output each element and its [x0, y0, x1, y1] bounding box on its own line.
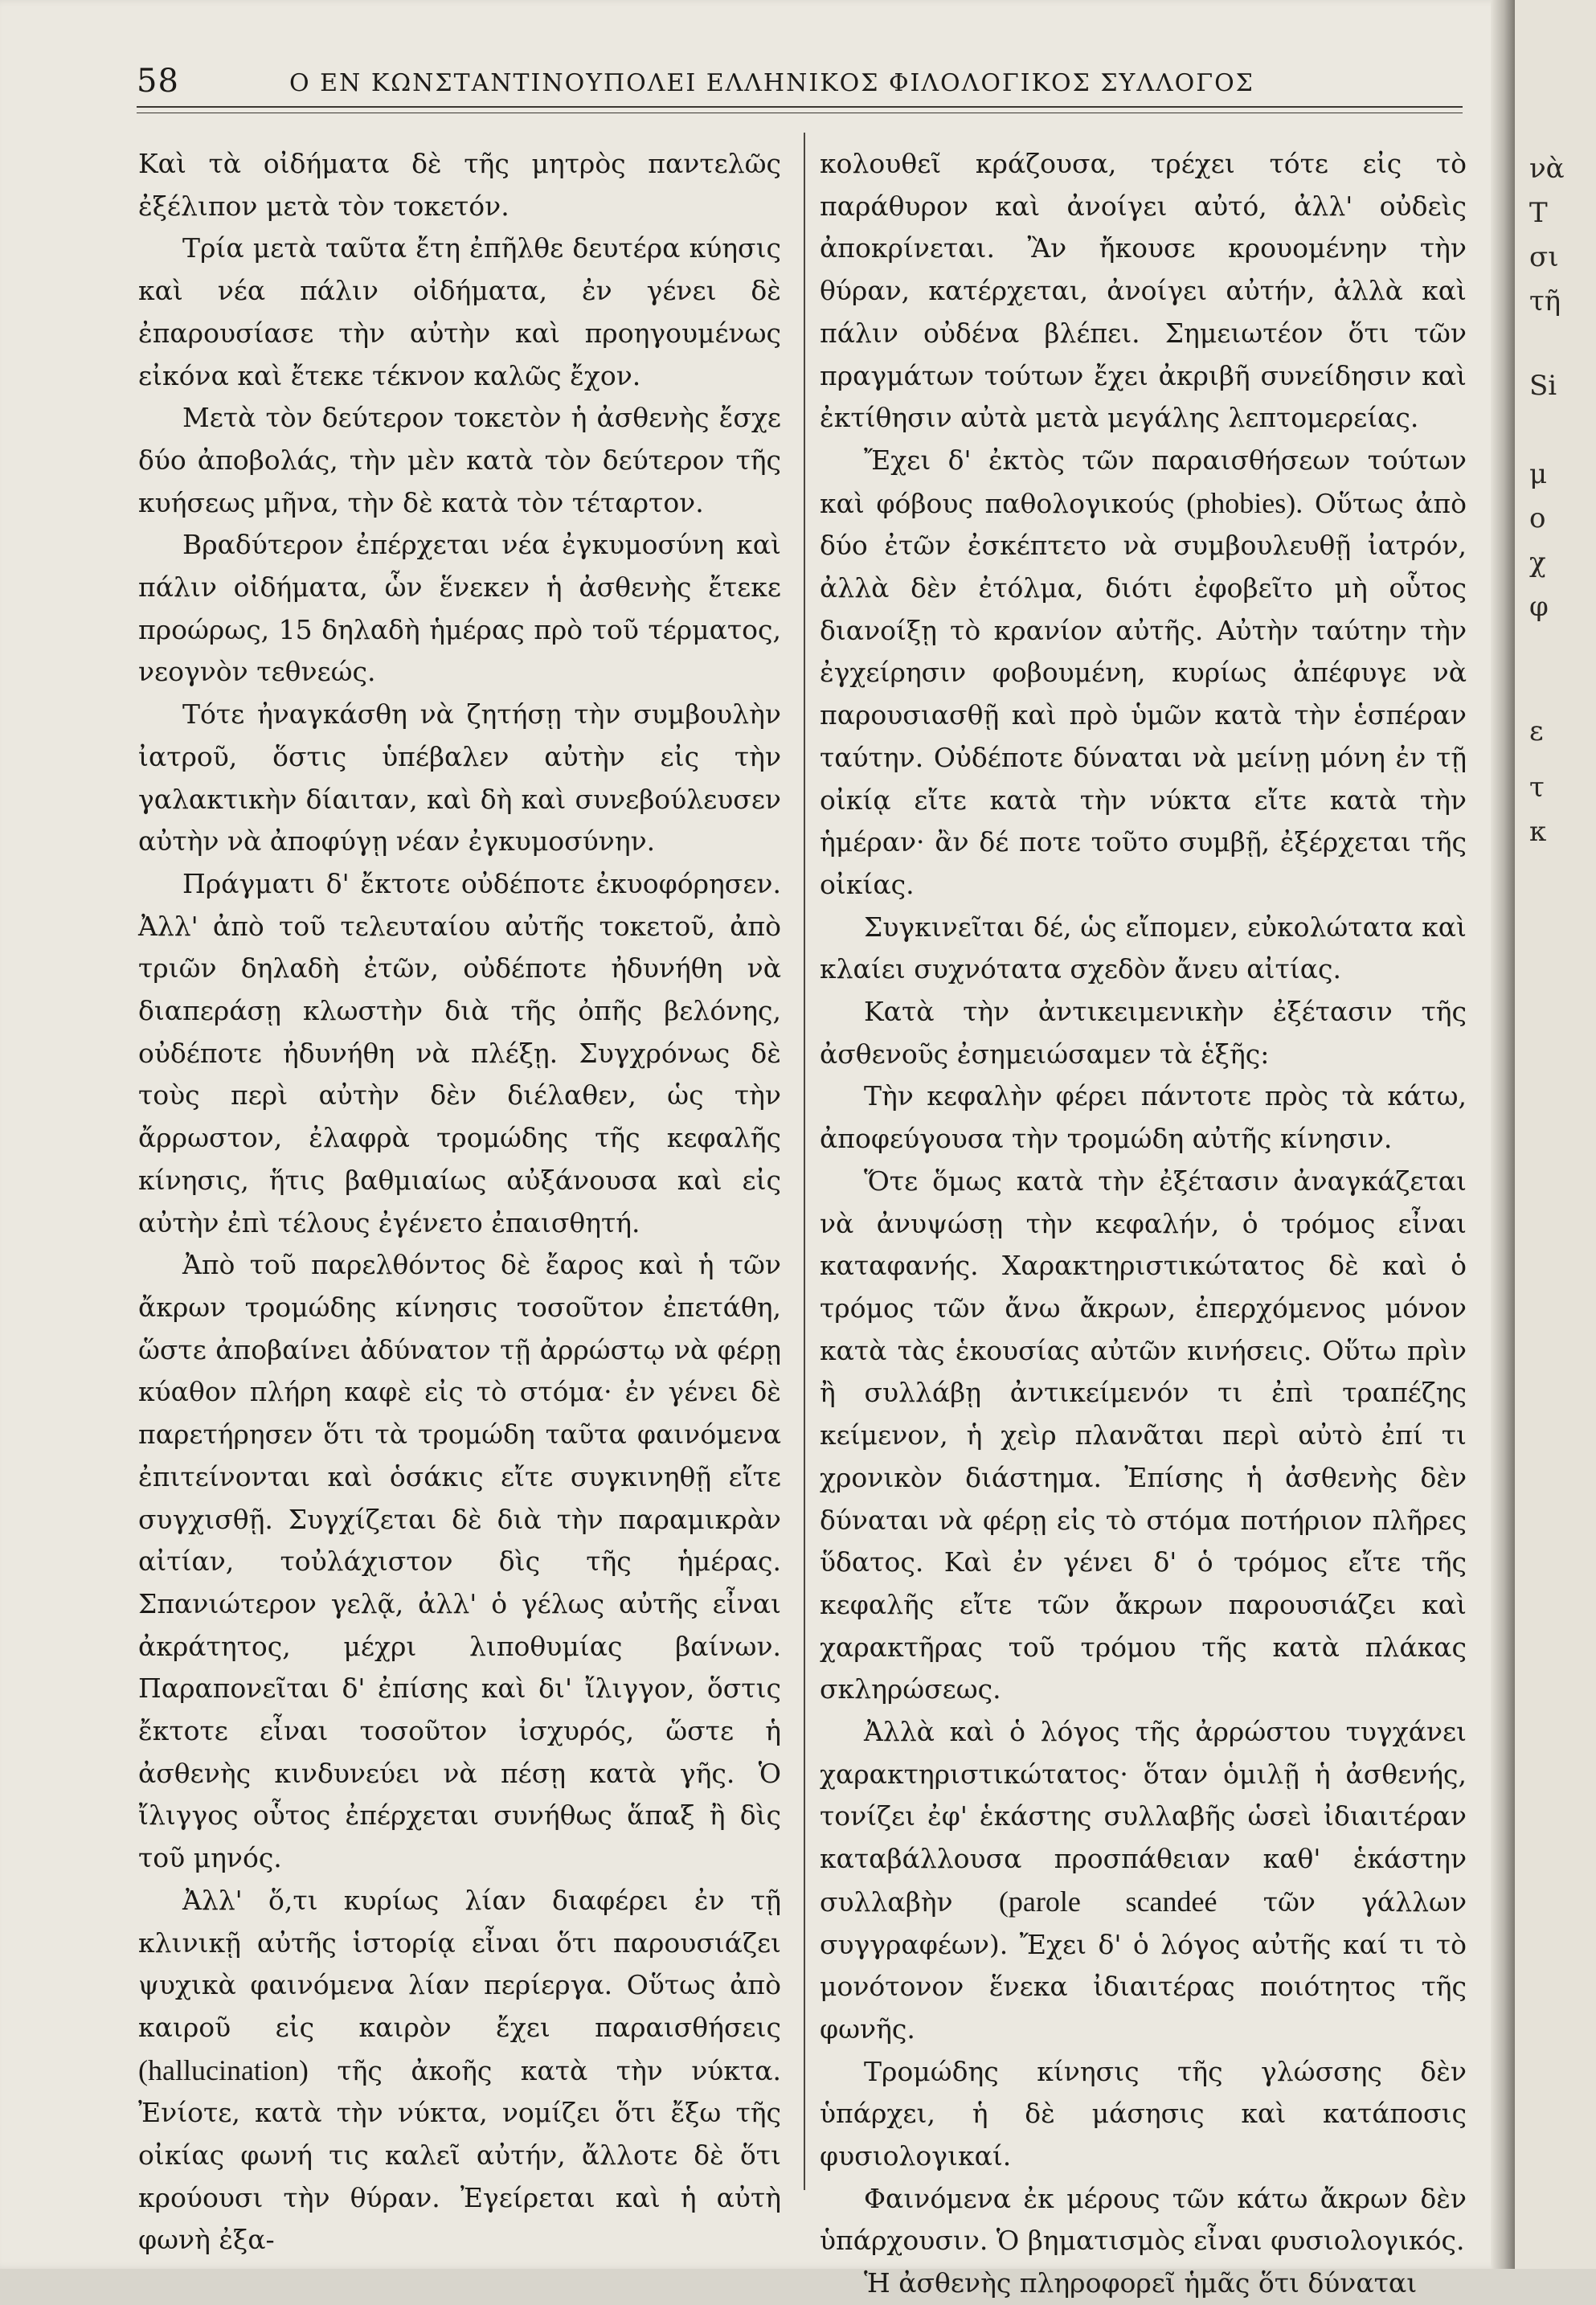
- paragraph: Ἡ ἀσθενὴς πληροφορεῖ ἡμᾶς ὅτι δύναται: [864, 2267, 1418, 2299]
- paragraph-text: Ἀλλ' ὅ,τι κυρίως λίαν διαφέρει ἐν τῇ κλινικῇ αὐτῆς ἱστορίᾳ εἶναι ὅτι παρουσιάζει ψυχικὰ φαινόμενα λίαν περίεργα. Οὕτως ἀπὸ καιροῦ εἰς καιρὸν ἔχει παραισθήσεις: [138, 1884, 781, 2043]
- paragraph-text: τῆς ἀκοῆς κατὰ τὴν νύκτα. Ἐνίοτε, κατὰ τὴν νύκτα, νομίζει ὅτι ἔξω τῆς οἰκίας φωνή τις καλεῖ αὐτήν, ἄλλοτε δὲ ὅτι κρούουσι τὴν θύραν. Ἐγείρεται καὶ ἡ αὐτὴ φωνὴ ἐξα-: [138, 2054, 781, 2256]
- paragraph: Κατὰ τὴν ἀντικειμενικὴν ἐξέτασιν τῆς ἀσθενοῦς ἐσημειώσαμεν τὰ ἑξῆς:: [820, 996, 1467, 1070]
- running-title: Ο ΕΝ ΚΩΝΣΤΑΝΤΙΝΟΥΠΟΛΕΙ ΕΛΛΗΝΙΚΟΣ ΦΙΛΟΛΟΓΙΚΟΣ ΣΥΛΛΟΓΟΣ: [289, 69, 1254, 97]
- latin-term: (phobies).: [1186, 486, 1303, 519]
- paragraph: Ἀπὸ τοῦ παρελθόντος δὲ ἔαρος καὶ ἡ τῶν ἄκρων τρομώδης κίνησις τοσοῦτον ἐπετάθη, ὥστε ἀποβαίνει ἀδύνατον τῇ ἀρρώστῳ νὰ φέρῃ κύαθον πλήρη καφὲ εἰς τὸ στόμα· ἐν γένει δὲ παρετήρησεν ὅτι τὰ τρομώδη ταῦτα φαινόμενα ἐπιτείνονται καὶ ὁσάκις εἴτε συγκινηθῇ εἴτε συγχισθῇ. Συγχίζεται δὲ διὰ τὴν παραμικρὰν αἰτίαν, τοὐλάχιστον δὶς τῆς ἡμέρας. Σπανιώτερον γελᾷ, ἀλλ' ὁ γέλως αὐτῆς εἶναι ἀκράτητος, μέχρι λιποθυμίας βαίνων. Παραπονεῖται δ' ἐπίσης καὶ δι' ἴλιγγον, ὅστις ἔκτοτε εἶναι τοσοῦτον ἰσχυρός, ὥστε ἡ ἀσθενὴς κινδυνεύει νὰ πέσῃ κατὰ γῆς. Ὁ ἴλιγγος οὗτος ἐπέρχεται συνήθως ἅπαξ ἢ δὶς τοῦ μηνός.: [138, 1249, 781, 1874]
- paragraph: Ὅτε ὅμως κατὰ τὴν ἐξέτασιν ἀναγκάζεται νὰ ἀνυψώσῃ τὴν κεφαλήν, ὁ τρόμος εἶναι καταφανής. Χαρακτηριστικώτατος δὲ καὶ ὁ τρόμος τῶν ἄνω ἄκρων, ἐπερχόμενος μόνον κατὰ τὰς ἑκουσίας αὐτῶν κινήσεις. Οὕτω πρὶν ἢ συλλάβῃ ἀντικείμενόν τι ἐπὶ τραπέζης κείμενον, ἡ χεὶρ πλανᾶται περὶ αὐτὸ ἐπί τι χρονικὸν διάστημα. Ἐπίσης ἡ ἀσθενὴς δὲν δύναται νὰ φέρῃ εἰς τὸ στόμα ποτήριον πλῆρες ὕδατος. Καὶ ἐν γένει δ' ὁ τρόμος εἴτε τῆς κεφαλῆς εἴτε τῶν ἄκρων παρουσιάζει καὶ χαρακτῆρας τοῦ τρόμου τῆς κατὰ πλάκας σκληρώσεως.: [820, 1165, 1467, 1705]
- paragraph: Πράγματι δ' ἔκτοτε οὐδέποτε ἐκυοφόρησεν. Ἀλλ' ἀπὸ τοῦ τελευταίου αὐτῆς τοκετοῦ, ἀπὸ τριῶν δηλαδὴ ἐτῶν, οὐδέποτε ἠδυνήθη νὰ διαπεράσῃ κλωστὴν διὰ τῆς ὀπῆς βελόνης, οὐδέποτε ἠδυνήθη νὰ πλέξῃ. Συγχρόνως δὲ τοὺς περὶ αὐτὴν δὲν διέλαθεν, ὡς τὴν ἄρρωστον, ἐλαφρὰ τρομώδης τῆς κεφαλῆς κίνησις, ἥτις βαθμιαίως αὐξάνουσα καὶ εἰς αὐτὴν ἐπὶ τέλους ἐγένετο ἐπαισθητή.: [138, 867, 781, 1238]
- page-header: [137, 63, 1463, 111]
- next-page-fragment: σι: [1529, 241, 1559, 273]
- paragraph-text: Οὕτως ἀπὸ δύο ἐτῶν ἐσκέπτετο νὰ συμβουλευθῇ ἰατρόν, ἀλλὰ δὲν ἐτόλμα, διότι ἐφοβεῖτο μὴ οὗτος διανοίξῃ τὸ κρανίον αὐτῆς. Αὐτὴν ταύτην τὴν ἐγχείρησιν φοβουμένη, κυρίως ἀπέφυγε νὰ παρουσιασθῇ καὶ πρὸ ὑμῶν κατὰ τὴν ἑσπέραν ταύτην. Οὐδέποτε δύναται νὰ μείνῃ μόνη ἐν τῇ οἰκίᾳ εἴτε κατὰ τὴν νύκτα εἴτε κατὰ τὴν ἡμέραν· ἂν δέ ποτε τοῦτο συμβῇ, ἐξέρχεται τῆς οἰκίας.: [820, 487, 1467, 900]
- next-page-fragment: νὰ: [1529, 153, 1565, 185]
- next-page-fragment: τ: [1529, 772, 1545, 804]
- paragraph: Τρομώδης κίνησις τῆς γλώσσης δὲν ὑπάρχει, ἡ δὲ μάσησις καὶ κατάποσις φυσιολογικαί.: [820, 2055, 1467, 2172]
- paragraph: Μετὰ τὸν δεύτερον τοκετὸν ἡ ἀσθενὴς ἔσχε δύο ἀποβολάς, τὴν μὲν κατὰ τὸν δεύτερον τῆς κυήσεως μῆνα, τὴν δὲ κατὰ τὸν τέταρτον.: [138, 402, 781, 518]
- paragraph: [820, 1711, 1467, 2051]
- paragraph: Συγκινεῖται δέ, ὡς εἴπομεν, εὐκολώτατα καὶ κλαίει συχνότατα σχεδὸν ἄνευ αἰτίας.: [820, 911, 1467, 985]
- page-number: 58: [137, 63, 179, 100]
- paragraph-text: Ἀλλὰ καὶ ὁ λόγος τῆς ἀρρώστου τυγχάνει χαρακτηριστικώτατος· ὅταν ὁμιλῇ ἡ ἀσθενής, τονίζει ἐφ' ἑκάστης συλλαβῆς ὡσεὶ ἰδιαιτέραν καταβάλλουσα προσπάθειαν καθ' ἑκάστην συλλαβὴν: [820, 1716, 1467, 1918]
- paragraph: [820, 440, 1467, 907]
- latin-term: (hallucination): [138, 2053, 309, 2086]
- next-page-fragment: μ: [1529, 458, 1548, 490]
- column-divider: [804, 133, 805, 2190]
- paragraph: Καὶ τὰ οἰδήματα δὲ τῆς μητρὸς παντελῶς ἐξέλιπον μετὰ τὸν τοκετόν.: [138, 148, 781, 222]
- next-page-fragment: τῆ: [1529, 285, 1561, 317]
- header-rule: [137, 106, 1463, 108]
- next-page-fragment: ο: [1529, 502, 1546, 534]
- next-page-fragment: Τ: [1529, 197, 1548, 229]
- latin-term: (parole scandeé: [998, 1885, 1217, 1918]
- paragraph: [138, 1880, 781, 2262]
- paragraph: Φαινόμενα ἐκ μέρους τῶν κάτω ἄκρων δὲν ὑπάρχουσιν. Ὁ βηματισμὸς εἶναι φυσιολογικός.: [820, 2182, 1467, 2257]
- next-page-fragment: χ: [1529, 547, 1546, 579]
- next-page-edge: [1515, 0, 1596, 2269]
- paragraph: Τρία μετὰ ταῦτα ἔτη ἐπῆλθε δευτέρα κύησις καὶ νέα πάλιν οἰδήματα, ἐν γένει δὲ ἐπαρουσίασε τὴν αὐτὴν καὶ προηγουμένως εἰκόνα καὶ ἔτεκε τέκνον καλῶς ἔχον.: [138, 232, 781, 391]
- next-page-fragment: κ: [1529, 816, 1547, 848]
- next-page-fragment: Si: [1529, 370, 1557, 402]
- book-gutter: [1491, 0, 1515, 2269]
- paragraph: κολουθεῖ κράζουσα, τρέχει τότε εἰς τὸ παράθυρον καὶ ἀνοίγει αὐτό, ἀλλ' οὐδεὶς ἀποκρίνεται. Ἂν ἤκουσε κρουομένην τὴν θύραν, κατέρχεται, ἀνοίγει αὐτήν, ἀλλὰ καὶ πάλιν οὐδένα βλέπει. Σημειωτέον ὅτι τῶν πραγμάτων τούτων ἔχει ἀκριβῆ συνείδησιν καὶ ἐκτίθησιν αὐτὰ μετὰ μεγάλης λεπτομερείας.: [820, 148, 1467, 434]
- next-page-fragment: φ: [1529, 591, 1549, 623]
- paragraph-text: τῶν γάλλων συγγραφέων). Ἔχει δ' ὁ λόγος αὐτῆς καί τι τὸ μονότονον ἕνεκα ἰδιαιτέρας ποιότητος τῆς φωνῆς.: [820, 1885, 1467, 2045]
- right-column: [820, 143, 1467, 2305]
- paragraph: Βραδύτερον ἐπέρχεται νέα ἐγκυμοσύνη καὶ πάλιν οἰδήματα, ὧν ἕνεκεν ἡ ἀσθενὴς ἔτεκε προώρως, 15 δηλαδὴ ἡμέρας πρὸ τοῦ τέρματος, νεογνὸν τεθνεώς.: [138, 529, 781, 688]
- paragraph-text: Ἔχει δ' ἐκτὸς τῶν παραισθήσεων τούτων καὶ φόβους παθολογικούς: [820, 444, 1467, 519]
- left-column: [138, 143, 781, 2262]
- next-page-fragment: ε: [1529, 715, 1544, 747]
- paragraph: Τὴν κεφαλὴν φέρει πάντοτε πρὸς τὰ κάτω, ἀποφεύγουσα τὴν τρομώδη αὐτῆς κίνησιν.: [820, 1080, 1467, 1155]
- paragraph: Τότε ἠναγκάσθη νὰ ζητήσῃ τὴν συμβουλὴν ἰατροῦ, ὅστις ὑπέβαλεν αὐτὴν εἰς τὴν γαλακτικὴν δίαιταν, καὶ δὴ καὶ συνεβούλευσεν αὐτὴν νὰ ἀποφύγῃ νέαν ἐγκυμοσύνην.: [138, 698, 781, 858]
